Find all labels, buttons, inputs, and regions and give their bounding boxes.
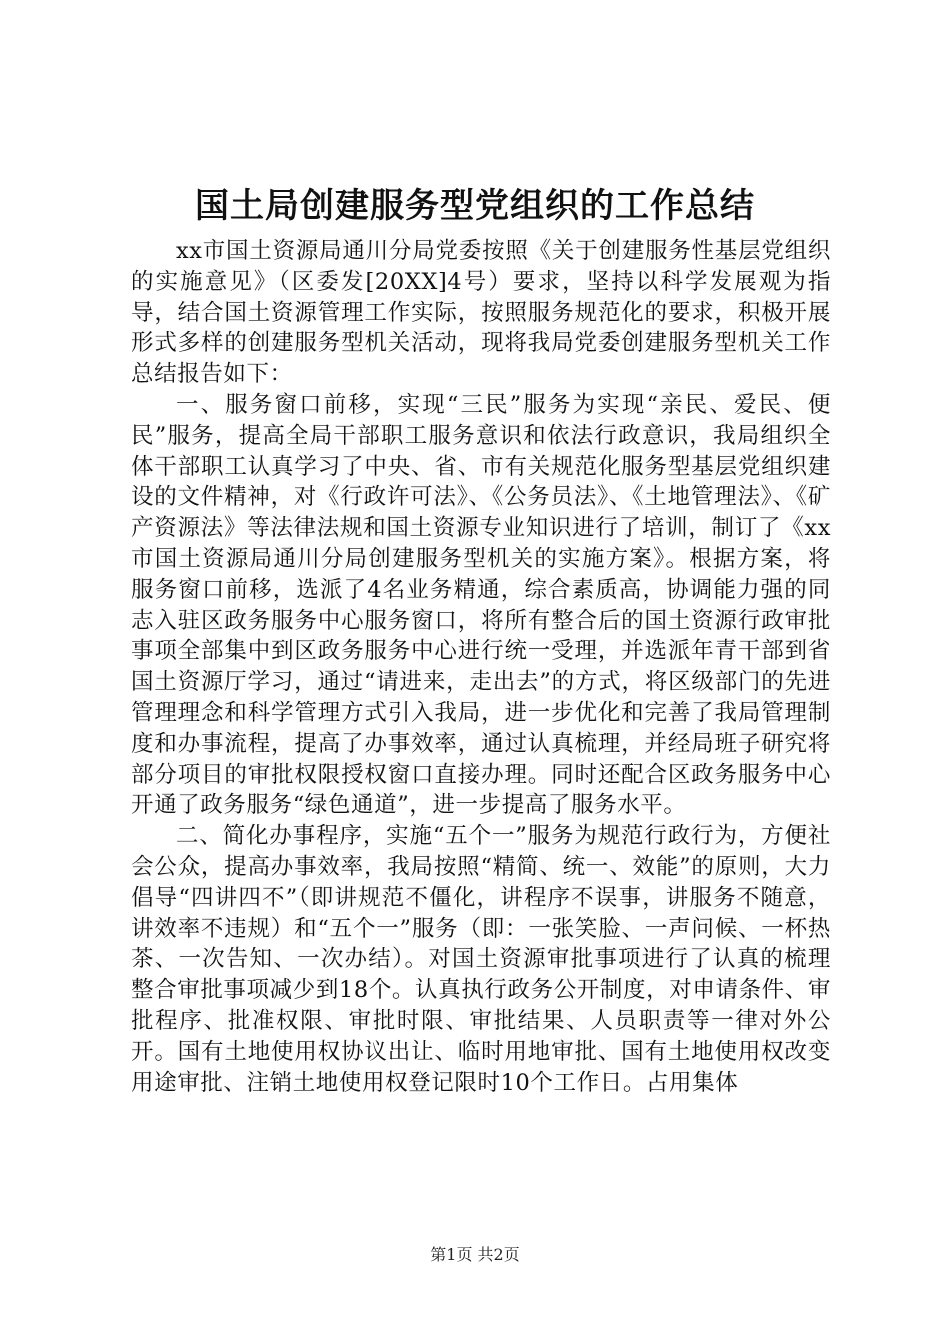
document-body: [131, 236, 831, 1098]
document-title: 国土局创建服务型党组织的工作总结: [195, 186, 755, 226]
page-footer: 第1页 共2页: [430, 1245, 520, 1264]
paragraph-intro: xx市国土资源局通川分局党委按照《关于创建服务性基层党组织的实施意见》（区委发[20XX]4号）要求，坚持以科学发展观为指导，结合国土资源管理工作实际，按照服务规范化的要求，积极开展形式多样的创建服务型机关活动，现将我局党委创建服务型机关工作总结报告如下：: [131, 238, 831, 388]
paragraph-section-2: 二、简化办事程序，实施“五个一”服务为规范行政行为，方便社会公众，提高办事效率，我局按照“精简、统一、效能”的原则，大力倡导“四讲四不”（即讲规范不僵化，讲程序不误事，讲服务不随意，讲效率不违规）和“五个一”服务（即：一张笑脸、一声问候、一杯热茶、一次告知、一次办结）。对国土资源审批事项进行了认真的梳理整合审批事项减少到18个。认真执行政务公开制度，对申请条件、审批程序、批准权限、审批时限、审批结果、人员职责等一律对外公开。国有土地使用权协议出让、临时用地审批、国有土地使用权改变用途审批、注销土地使用权登记限时10个工作日。占用集体: [131, 823, 831, 1096]
paragraph-section-1: 一、服务窗口前移，实现“三民”服务为实现“亲民、爱民、便民”服务，提高全局干部职工服务意识和依法行政意识，我局组织全体干部职工认真学习了中央、省、市有关规范化服务型基层党组织建设的文件精神，对《行政许可法》、《公务员法》、《土地管理法》、《矿产资源法》等法律法规和国土资源专业知识进行了培训，制订了《xx市国土资源局通川分局创建服务型机关的实施方案》。根据方案，将服务窗口前移，选派了4名业务精通，综合素质高，协调能力强的同志入驻区政务服务中心服务窗口，将所有整合后的国土资源行政审批事项全部集中到区政务服务中心进行统一受理，并选派年青干部到省国土资源厅学习，通过“请进来，走出去”的方式，将区级部门的先进管理理念和科学管理方式引入我局，进一步优化和完善了我局管理制度和办事流程，提高了办事效率，通过认真梳理，并经局班子研究将部分项目的审批权限授权窗口直接办理。同时还配合区政务服务中心开通了政务服务“绿色通道”，进一步提高了服务水平。: [131, 391, 831, 819]
